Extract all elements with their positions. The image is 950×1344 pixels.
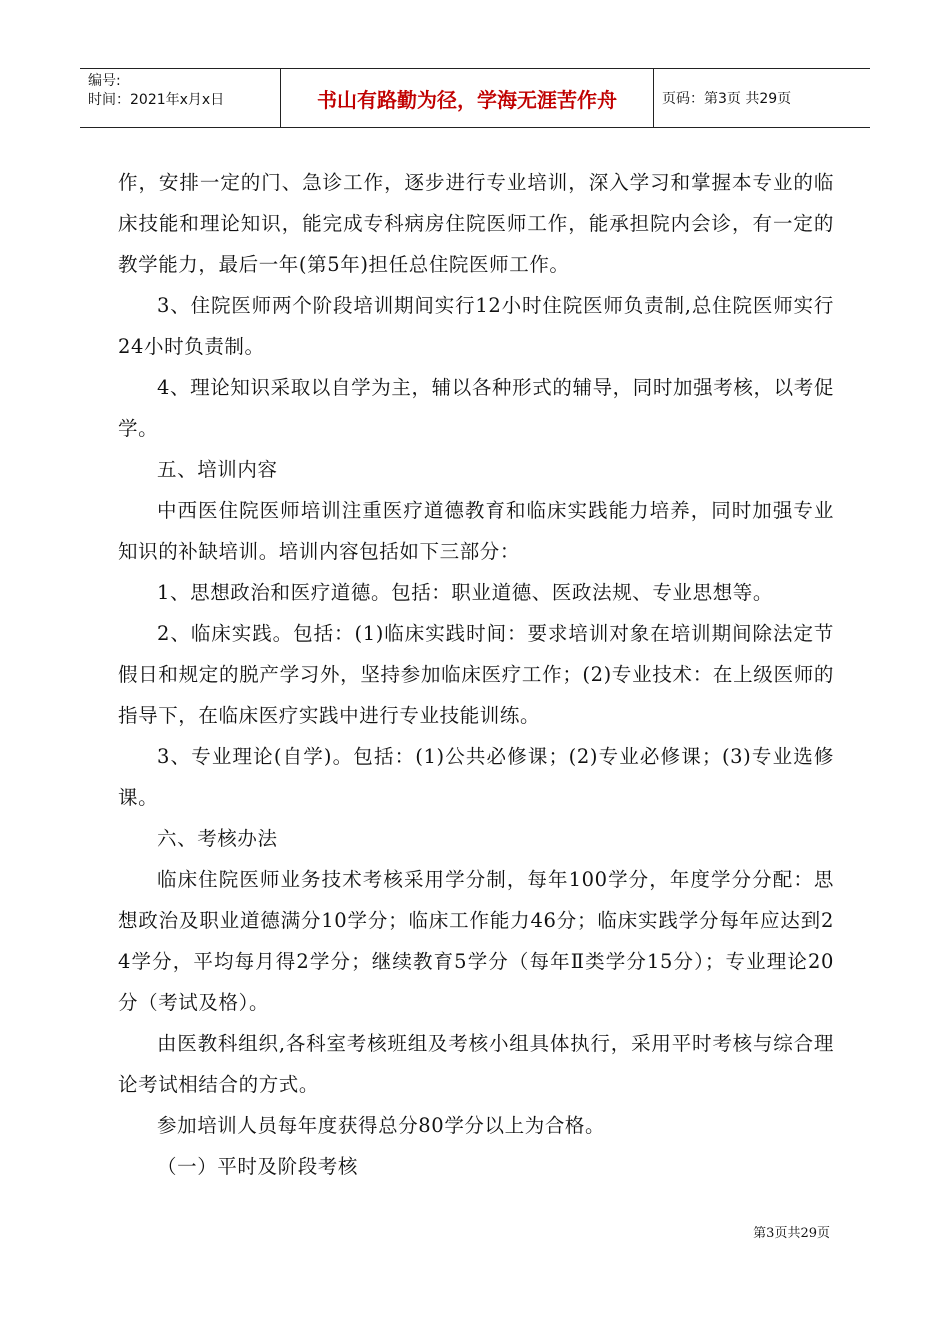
header-motto: 书山有路勤为径，学海无涯苦作舟 [281,69,654,127]
section-heading-assessment: 六、考核办法 [157,827,278,850]
paragraph-continued: 作，安排一定的门、急诊工作，逐步进行专业培训，深入学习和掌握本专业的临床技能和理论知识，能完成专科病房住院医师工作，能承担院内会诊，有一定的教学能力，最后一年(第5年)担任总住院医师工作。 [118,171,834,276]
header-page-info: 页码：第3页 共29页 [662,91,792,107]
page-footer: 第3页共29页 [753,1226,830,1241]
page-header [80,68,870,128]
paragraph-item-4: 4、理论知识采取以自学为主，辅以各种形式的辅导，同时加强考核，以考促学。 [118,376,834,440]
section-heading-training-content: 五、培训内容 [157,458,278,481]
paragraph-item-3: 3、住院医师两个阶段培训期间实行12小时住院医师负责制,总住院医师实行24小时负责制。 [118,294,834,358]
paragraph-assessment-organization: 由医教科组织,各科室考核班组及考核小组具体执行，采用平时考核与综合理论考试相结合的方式。 [118,1032,834,1096]
paragraph-training-3: 3、专业理论(自学)。包括：(1)公共必修课；(2)专业必修课；(3)专业选修课。 [118,745,834,809]
subsection-heading-routine-assessment: （一）平时及阶段考核 [157,1155,359,1178]
document-number-label: 编号: [88,73,121,89]
document-body [118,162,834,1187]
paragraph-assessment-credits: 临床住院医师业务技术考核采用学分制，每年100学分，年度学分分配：思想政治及职业道德满分10学分；临床工作能力46分；临床实践学分每年应达到24学分，平均每月得2学分；继续教育5学分（每年Ⅱ类学分15分）；专业理论20分（考试及格）。 [118,868,834,1014]
header-meta [80,69,281,127]
paragraph-training-1: 1、思想政治和医疗道德。包括：职业道德、医政法规、专业思想等。 [157,581,774,604]
paragraph-training-2: 2、临床实践。包括：(1)临床实践时间：要求培训对象在培训期间除法定节假日和规定的脱产学习外，坚持参加临床医疗工作；(2)专业技术：在上级医师的指导下，在临床医疗实践中进行专业技能训练。 [118,622,834,727]
paragraph-assessment-pass: 参加培训人员每年度获得总分80学分以上为合格。 [157,1114,606,1137]
document-date: 时间：2021年x月x日 [88,92,225,108]
paragraph-training-intro: 中西医住院医师培训注重医疗道德教育和临床实践能力培养，同时加强专业知识的补缺培训。培训内容包括如下三部分： [118,499,834,563]
